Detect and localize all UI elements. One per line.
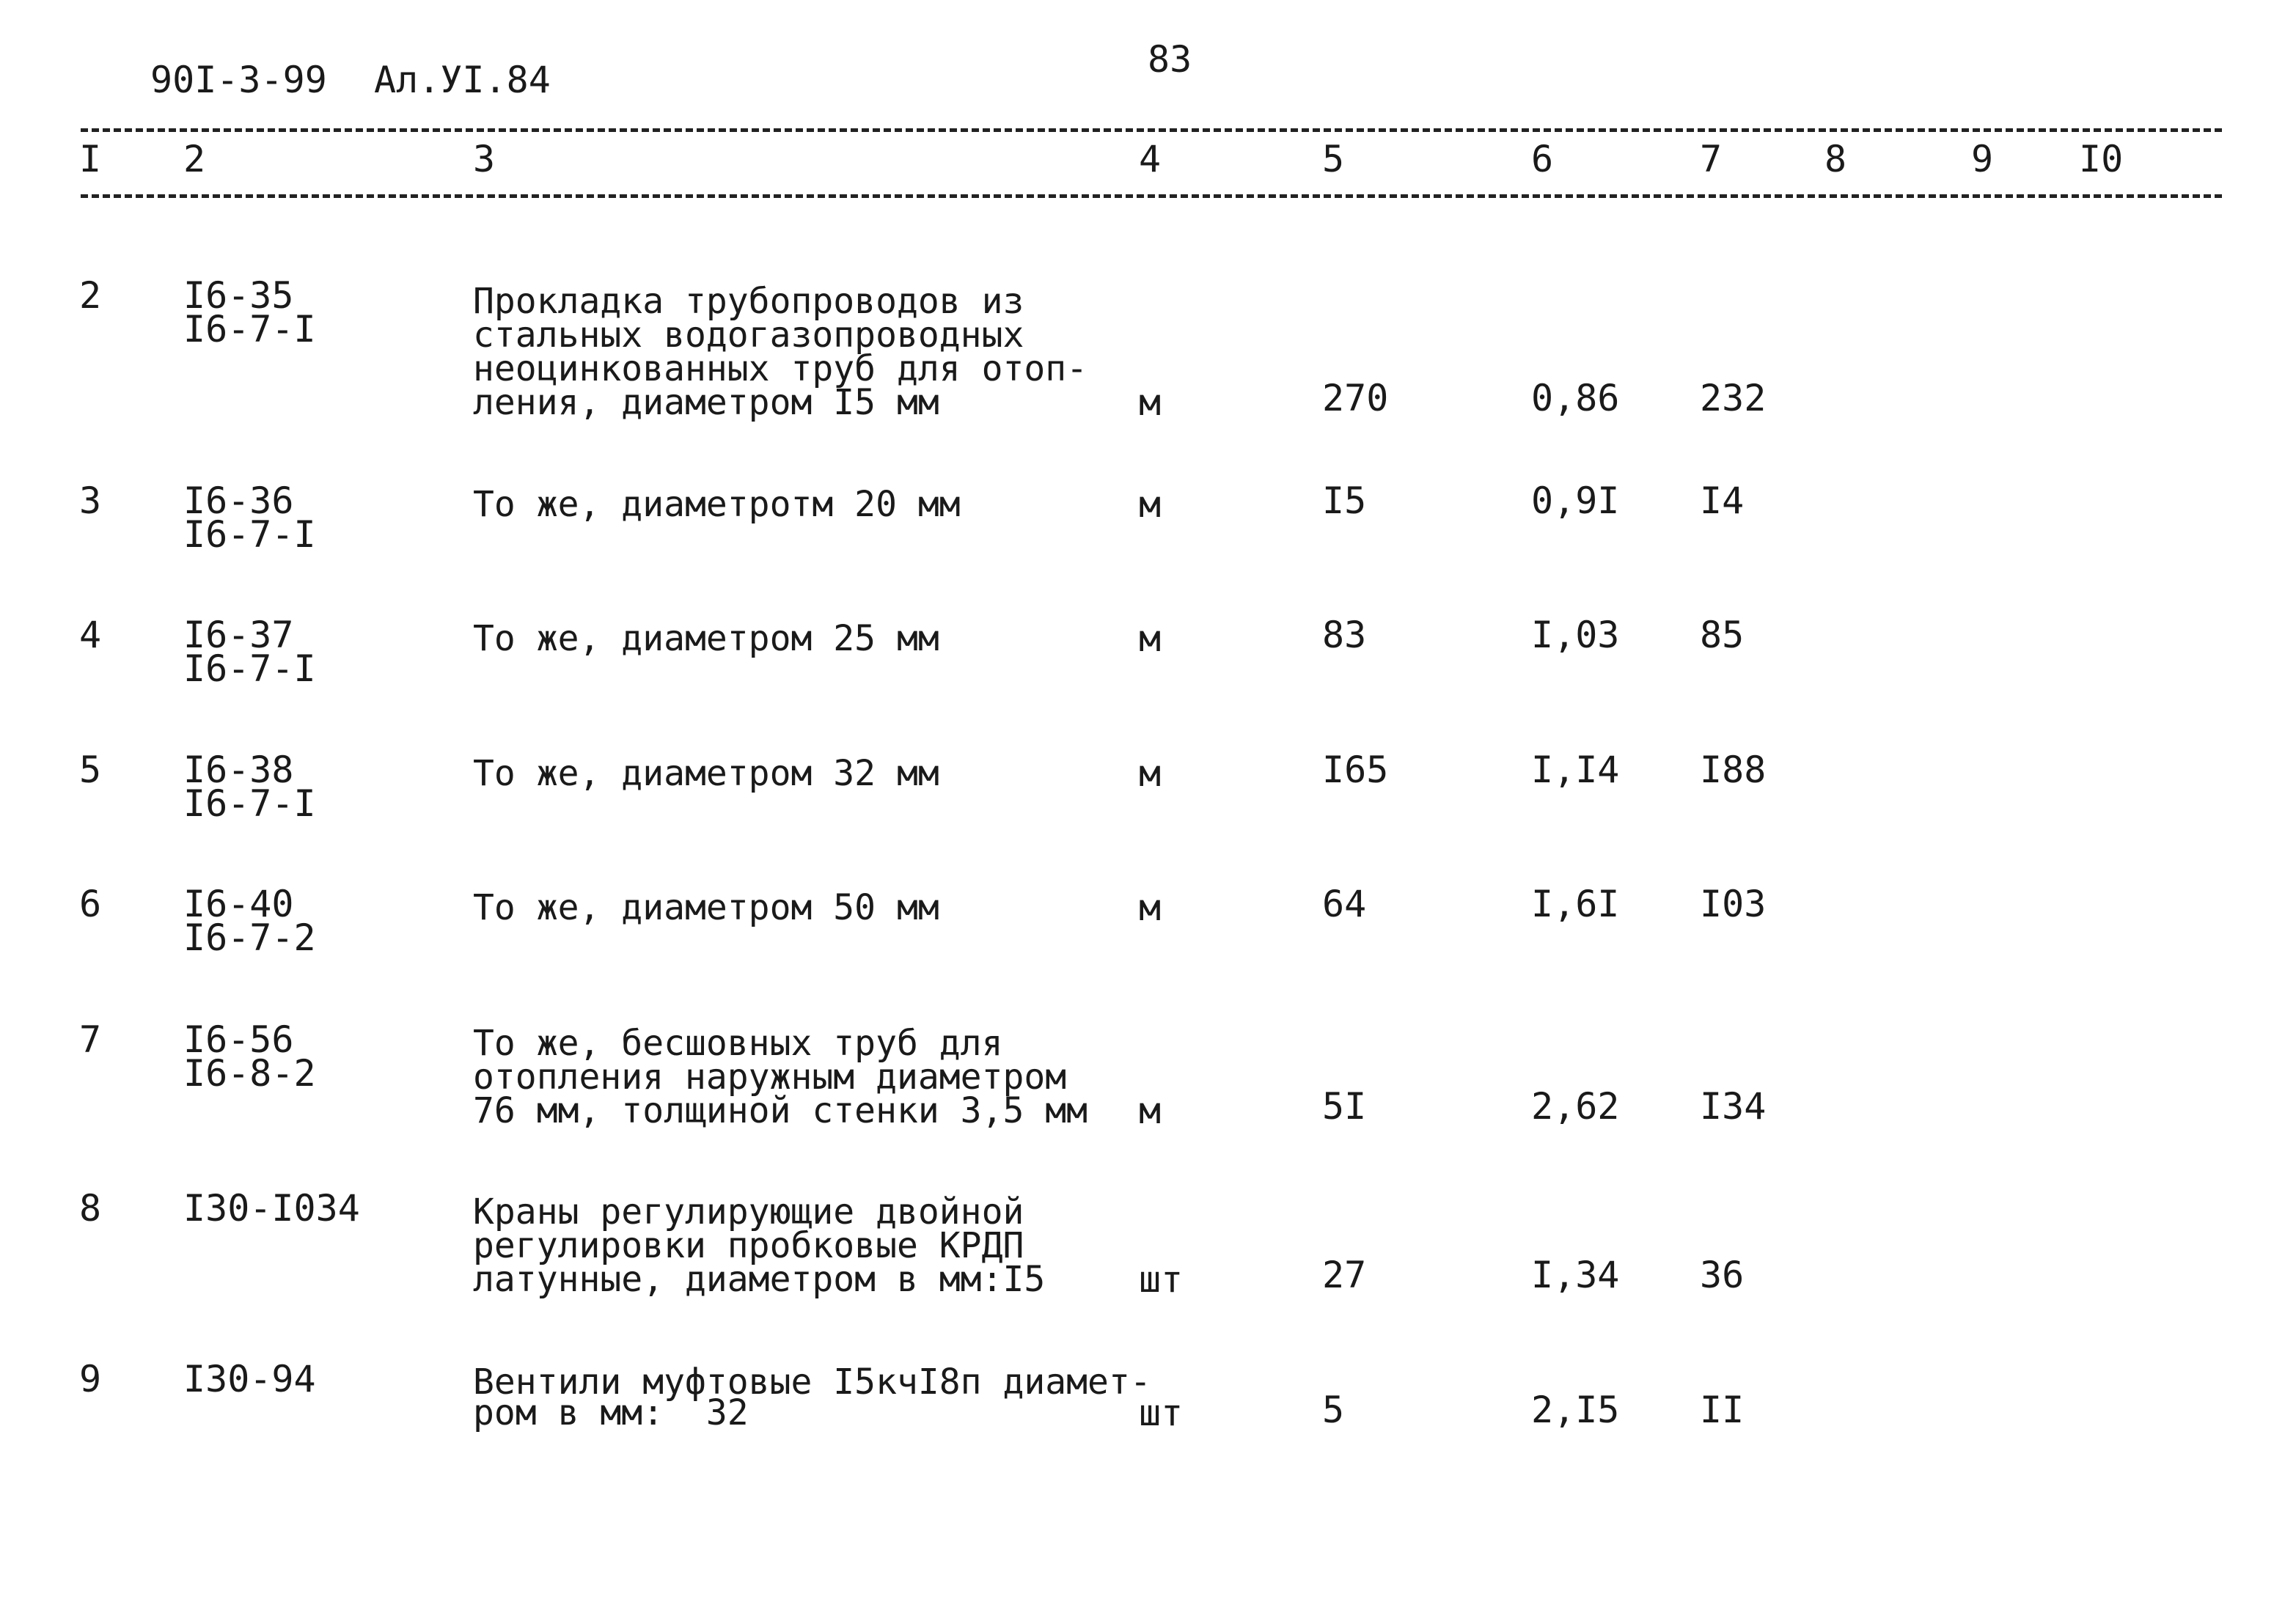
row-unit: шт: [1139, 1392, 1184, 1434]
row-code: I6-35: [183, 274, 294, 317]
row-description: То же, бесшовных труб для: [473, 1023, 1003, 1064]
page-number: 83: [1148, 38, 1192, 81]
table-top-rule: [81, 128, 2222, 132]
row-total: I4: [1700, 480, 1745, 522]
row-total: I34: [1700, 1085, 1767, 1128]
row-unit: м: [1139, 381, 1162, 424]
col-number-8: 8: [1824, 138, 1847, 180]
row-code: I6-7-I: [183, 513, 316, 556]
row-total: II: [1700, 1389, 1745, 1431]
row-coefficient: 0,9I: [1531, 480, 1620, 522]
sheet-code: Ал.УI.84: [374, 59, 551, 101]
row-code: I30-I034: [183, 1187, 360, 1230]
col-number-3: 3: [473, 138, 496, 180]
row-coefficient: 2,62: [1531, 1085, 1620, 1128]
row-coefficient: I,6I: [1531, 883, 1620, 925]
col-number-10: I0: [2079, 138, 2124, 180]
row-description: Вентили муфтовые I5кчI8п диамет-: [473, 1362, 1151, 1403]
row-quantity: 5I: [1322, 1085, 1367, 1128]
table-header-rule: [81, 194, 2222, 198]
row-quantity: I5: [1322, 480, 1367, 522]
row-unit: м: [1139, 483, 1162, 526]
row-unit: шт: [1139, 1258, 1184, 1301]
row-code: I6-7-I: [183, 647, 316, 690]
row-description: То же, диаметром 25 мм: [473, 618, 939, 659]
row-description: То же, диаметротм 20 мм: [473, 484, 961, 525]
row-number: 2: [79, 274, 102, 317]
row-code: I6-7-I: [183, 308, 316, 350]
row-number: 5: [79, 749, 102, 791]
row-description: ром в мм: 32: [473, 1392, 749, 1433]
row-code: I30-94: [183, 1358, 316, 1400]
row-number: 6: [79, 883, 102, 925]
row-description: стальных водогазопроводных: [473, 315, 1024, 356]
row-code: I6-8-2: [183, 1052, 316, 1095]
row-total: 232: [1700, 377, 1767, 419]
row-description: отопления наружным диаметром: [473, 1057, 1067, 1098]
row-quantity: 270: [1322, 377, 1389, 419]
doc-code: 90I-3-99: [150, 59, 327, 101]
row-code: I6-7-2: [183, 916, 316, 959]
row-description: Прокладка трубопроводов из: [473, 281, 1024, 322]
row-total: I03: [1700, 883, 1767, 925]
row-unit: м: [1139, 1090, 1162, 1132]
row-coefficient: I,03: [1531, 614, 1620, 656]
row-total: 36: [1700, 1254, 1745, 1296]
row-unit: м: [1139, 617, 1162, 660]
col-number-2: 2: [183, 138, 206, 180]
row-code: I6-37: [183, 614, 294, 656]
row-quantity: 27: [1322, 1254, 1367, 1296]
row-description: неоцинкованных труб для отоп-: [473, 348, 1088, 389]
row-quantity: 5: [1322, 1389, 1345, 1431]
row-code: I6-38: [183, 749, 294, 791]
row-description: ления, диаметром I5 мм: [473, 382, 939, 423]
row-number: 7: [79, 1018, 102, 1061]
row-coefficient: 2,I5: [1531, 1389, 1620, 1431]
row-description: То же, диаметром 32 мм: [473, 753, 939, 794]
col-number-6: 6: [1531, 138, 1554, 180]
col-number-5: 5: [1322, 138, 1345, 180]
col-number-7: 7: [1700, 138, 1723, 180]
row-coefficient: I,34: [1531, 1254, 1620, 1296]
row-number: 9: [79, 1358, 102, 1400]
row-code: I6-7-I: [183, 782, 316, 825]
row-code: I6-36: [183, 480, 294, 522]
row-quantity: I65: [1322, 749, 1389, 791]
row-total: I88: [1700, 749, 1767, 791]
row-total: 85: [1700, 614, 1745, 656]
row-code: I6-56: [183, 1018, 294, 1061]
col-number-4: 4: [1139, 138, 1162, 180]
row-coefficient: 0,86: [1531, 377, 1620, 419]
row-coefficient: I,I4: [1531, 749, 1620, 791]
row-code: I6-40: [183, 883, 294, 925]
row-number: 8: [79, 1187, 102, 1230]
row-quantity: 83: [1322, 614, 1367, 656]
row-quantity: 64: [1322, 883, 1367, 925]
row-description: регулировки пробковые КРДП: [473, 1225, 1024, 1266]
col-number-1: I: [79, 138, 102, 180]
row-description: Краны регулирующие двойной: [473, 1191, 1024, 1232]
row-number: 4: [79, 614, 102, 656]
row-description: То же, диаметром 50 мм: [473, 887, 939, 928]
row-description: латунные, диаметром в мм:I5: [473, 1259, 1046, 1300]
row-unit: м: [1139, 886, 1162, 929]
col-number-9: 9: [1971, 138, 1994, 180]
row-number: 3: [79, 480, 102, 522]
row-description: 76 мм, толщиной стенки 3,5 мм: [473, 1090, 1088, 1131]
row-unit: м: [1139, 752, 1162, 795]
